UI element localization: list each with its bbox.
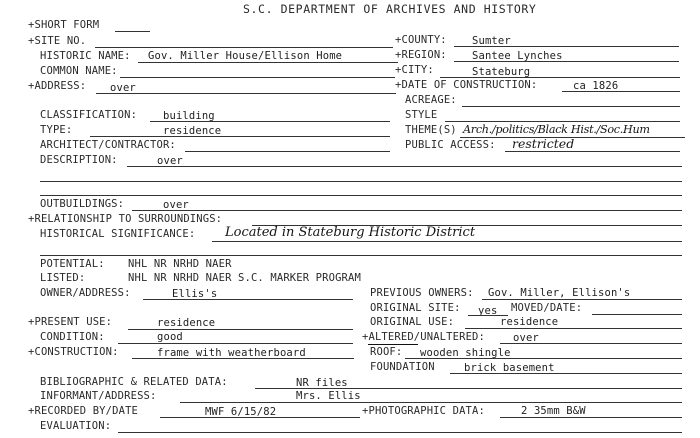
- classification-value: building: [163, 110, 215, 122]
- photographic-data-line: [500, 417, 682, 418]
- description-line: [127, 166, 682, 167]
- photographic-data-label: +PHOTOGRAPHIC DATA:: [362, 405, 485, 417]
- date-of-construction-value: ca 1826: [573, 80, 619, 92]
- original-use-value: residence: [500, 316, 559, 328]
- short-form-line: [115, 31, 150, 32]
- construction-value: frame with weatherboard: [157, 347, 306, 359]
- region-value: Santee Lynches: [472, 50, 563, 62]
- altered-label: ALTERED: [368, 331, 414, 343]
- address-value: over: [110, 82, 136, 94]
- roof-label: ROOF:: [370, 346, 403, 358]
- themes-value: Arch./politics/Black Hist./Soc.Hum: [463, 123, 650, 136]
- historic-name-label: HISTORIC NAME:: [40, 50, 131, 62]
- form-title: S.C. DEPARTMENT OF ARCHIVES AND HISTORY: [243, 2, 537, 16]
- site-no-line: [95, 47, 393, 48]
- original-use-label: ORIGINAL USE:: [370, 316, 455, 328]
- present-use-line: [128, 329, 353, 330]
- city-line: [440, 77, 680, 78]
- acreage-line: [462, 106, 680, 107]
- public-access-label: PUBLIC ACCESS:: [405, 139, 496, 151]
- recorded-by-date-line: [160, 417, 360, 418]
- informant-address-label: INFORMANT/ADDRESS:: [40, 390, 157, 402]
- listed-label: LISTED:: [40, 272, 86, 284]
- altered-unaltered-line: [500, 343, 682, 344]
- outbuildings-value: over: [163, 199, 189, 211]
- public-access-value: restricted: [512, 136, 575, 151]
- historic-name-line: [138, 62, 398, 63]
- acreage-label: ACREAGE:: [405, 94, 457, 106]
- public-access-line: [505, 151, 680, 152]
- common-name-line: [120, 77, 395, 78]
- construction-label: +CONSTRUCTION:: [28, 346, 119, 358]
- original-site-label: ORIGINAL SITE:: [370, 302, 461, 314]
- altered-unaltered-label: [362, 331, 485, 343]
- date-of-construction-line: [562, 91, 680, 92]
- architect-contractor-label: ARCHITECT/CONTRACTOR:: [40, 139, 176, 151]
- moved-date-line: [592, 314, 682, 315]
- county-label: +COUNTY:: [395, 34, 447, 46]
- original-use-line: [465, 328, 682, 329]
- address-line: [96, 93, 396, 94]
- relationship-label: +RELATIONSHIP TO SURROUNDINGS:: [28, 213, 223, 225]
- common-name-label: COMMON NAME:: [40, 65, 118, 77]
- evaluation-line: [118, 432, 682, 433]
- outbuildings-line: [132, 210, 682, 211]
- roof-value: wooden shingle: [420, 347, 511, 359]
- description-value: over: [157, 155, 183, 167]
- type-value: residence: [163, 125, 222, 137]
- recorded-by-date-label: +RECORDED BY/DATE: [28, 405, 139, 417]
- potential-label: POTENTIAL:: [40, 258, 105, 270]
- previous-owners-line: [482, 299, 682, 300]
- listed-codes: NHL NR NRHD NAER S.C. MARKER PROGRAM: [128, 272, 361, 284]
- informant-address-line: [180, 402, 682, 403]
- site-no-label: +SITE NO.: [28, 35, 87, 47]
- recorded-by-date-value: MWF 6/15/82: [205, 406, 277, 418]
- roof-line: [405, 358, 682, 359]
- type-label: TYPE:: [40, 124, 73, 136]
- foundation-line: [450, 373, 682, 374]
- architect-contractor-line: [185, 151, 390, 152]
- region-label: +REGION:: [395, 49, 447, 61]
- condition-label: CONDITION:: [40, 331, 105, 343]
- previous-owners-label: PREVIOUS OWNERS:: [370, 287, 474, 299]
- historical-significance-value: Located in Stateburg Historic District: [225, 225, 476, 240]
- classification-line: [150, 121, 390, 122]
- date-of-construction-label: +DATE OF CONSTRUCTION:: [395, 79, 538, 91]
- historical-significance-line-2: [40, 255, 682, 256]
- address-label: +ADDRESS:: [28, 80, 87, 92]
- altered-hand-underline: [368, 344, 418, 345]
- original-site-value: yes: [478, 305, 498, 317]
- description-label: DESCRIPTION:: [40, 154, 118, 166]
- owner-address-label: OWNER/ADDRESS:: [40, 287, 131, 299]
- present-use-value: residence: [157, 317, 216, 329]
- themes-label: THEME(S): [405, 124, 457, 136]
- foundation-label: FOUNDATION: [370, 361, 435, 373]
- owner-address-value: Ellis's: [172, 288, 218, 300]
- style-label: STYLE: [405, 109, 438, 121]
- altered-unaltered-value: over: [513, 332, 539, 344]
- moved-date-label: MOVED/DATE:: [511, 302, 583, 314]
- present-use-label: +PRESENT USE:: [28, 316, 113, 328]
- photographic-data-value: 2 35mm B&W: [521, 405, 586, 417]
- city-value: Stateburg: [472, 66, 531, 78]
- description-line-2: [40, 181, 682, 182]
- bibliographic-value: NR files: [296, 377, 348, 389]
- foundation-value: brick basement: [464, 362, 555, 374]
- bibliographic-label: BIBLIOGRAPHIC & RELATED DATA:: [40, 376, 228, 388]
- short-form-label: +SHORT FORM: [28, 19, 100, 31]
- construction-line: [132, 358, 354, 359]
- county-value: Sumter: [472, 35, 511, 47]
- classification-label: CLASSIFICATION:: [40, 109, 138, 121]
- evaluation-label: EVALUATION:: [40, 420, 112, 432]
- unaltered-label: /UNALTERED:: [413, 331, 485, 343]
- historical-significance-label: HISTORICAL SIGNIFICANCE:: [40, 228, 196, 240]
- condition-value: good: [157, 331, 183, 343]
- type-line: [90, 136, 390, 137]
- county-line: [454, 46, 679, 47]
- description-line-3: [40, 195, 682, 196]
- historical-significance-line: [212, 241, 682, 242]
- altered-prefix: +: [362, 331, 369, 343]
- outbuildings-label: OUTBUILDINGS:: [40, 198, 125, 210]
- city-label: +CITY:: [395, 64, 434, 76]
- previous-owners-value: Gov. Miller, Ellison's: [488, 287, 631, 299]
- informant-address-value: Mrs. Ellis: [296, 390, 361, 402]
- style-line: [445, 121, 680, 122]
- bibliographic-line: [255, 388, 682, 389]
- condition-line: [118, 343, 353, 344]
- potential-codes: NHL NR NRHD NAER: [128, 258, 232, 270]
- historic-name-value: Gov. Miller House/Ellison Home: [148, 50, 343, 62]
- owner-address-line: [143, 299, 353, 300]
- region-line: [454, 61, 679, 62]
